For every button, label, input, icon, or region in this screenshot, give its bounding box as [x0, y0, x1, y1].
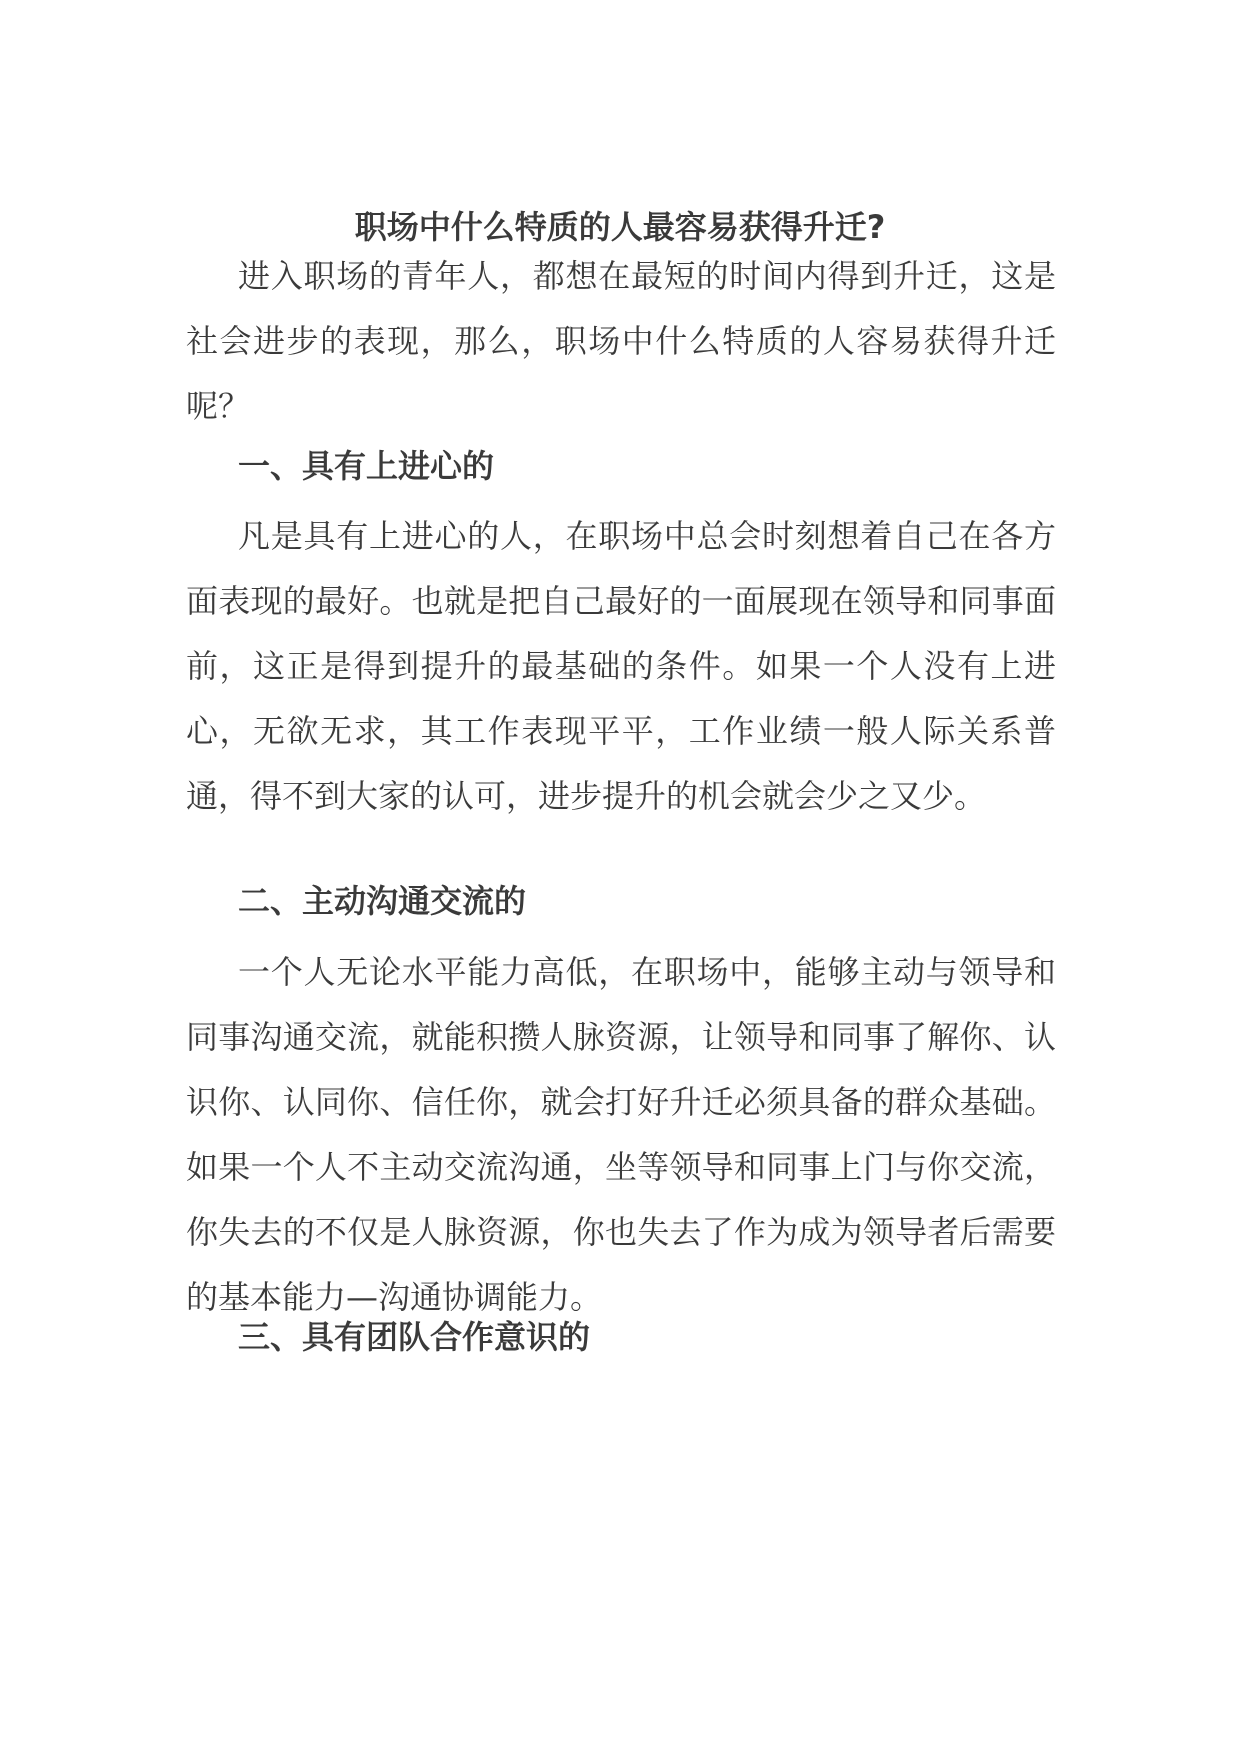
section-2-body-block: [186, 940, 1056, 1330]
section-1-body-block: [186, 504, 1056, 829]
section-heading-2: 二、主动沟通交流的: [238, 882, 527, 920]
section-1-paragraph: 凡是具有上进心的人，在职场中总会时刻想着自己在各方面表现的最好。也就是把自己最好的一面展现在领导和同事面前，这正是得到提升的最基础的条件。如果一个人没有上进心，无欲无求，其工作表现平平，工作业绩一般人际关系普通，得不到大家的认可，进步提升的机会就会少之又少。: [186, 517, 1056, 815]
section-heading-3: 三、具有团队合作意识的: [238, 1318, 591, 1356]
intro-paragraph: 进入职场的青年人，都想在最短的时间内得到升迁，这是社会进步的表现，那么，职场中什么特质的人容易获得升迁呢？: [186, 257, 1056, 425]
intro-paragraph-block: [186, 244, 1056, 439]
section-2-paragraph: 一个人无论水平能力高低，在职场中，能够主动与领导和同事沟通交流，就能积攒人脉资源，让领导和同事了解你、认识你、认同你、信任你，就会打好升迁必须具备的群众基础。如果一个人不主动交流沟通，坐等领导和同事上门与你交流，你失去的不仅是人脉资源，你也失去了作为成为领导者后需要的基本能力—沟通协调能力。: [186, 953, 1056, 1316]
section-heading-1: 一、具有上进心的: [238, 447, 495, 485]
document-title: 职场中什么特质的人最容易获得升迁?: [354, 208, 886, 246]
